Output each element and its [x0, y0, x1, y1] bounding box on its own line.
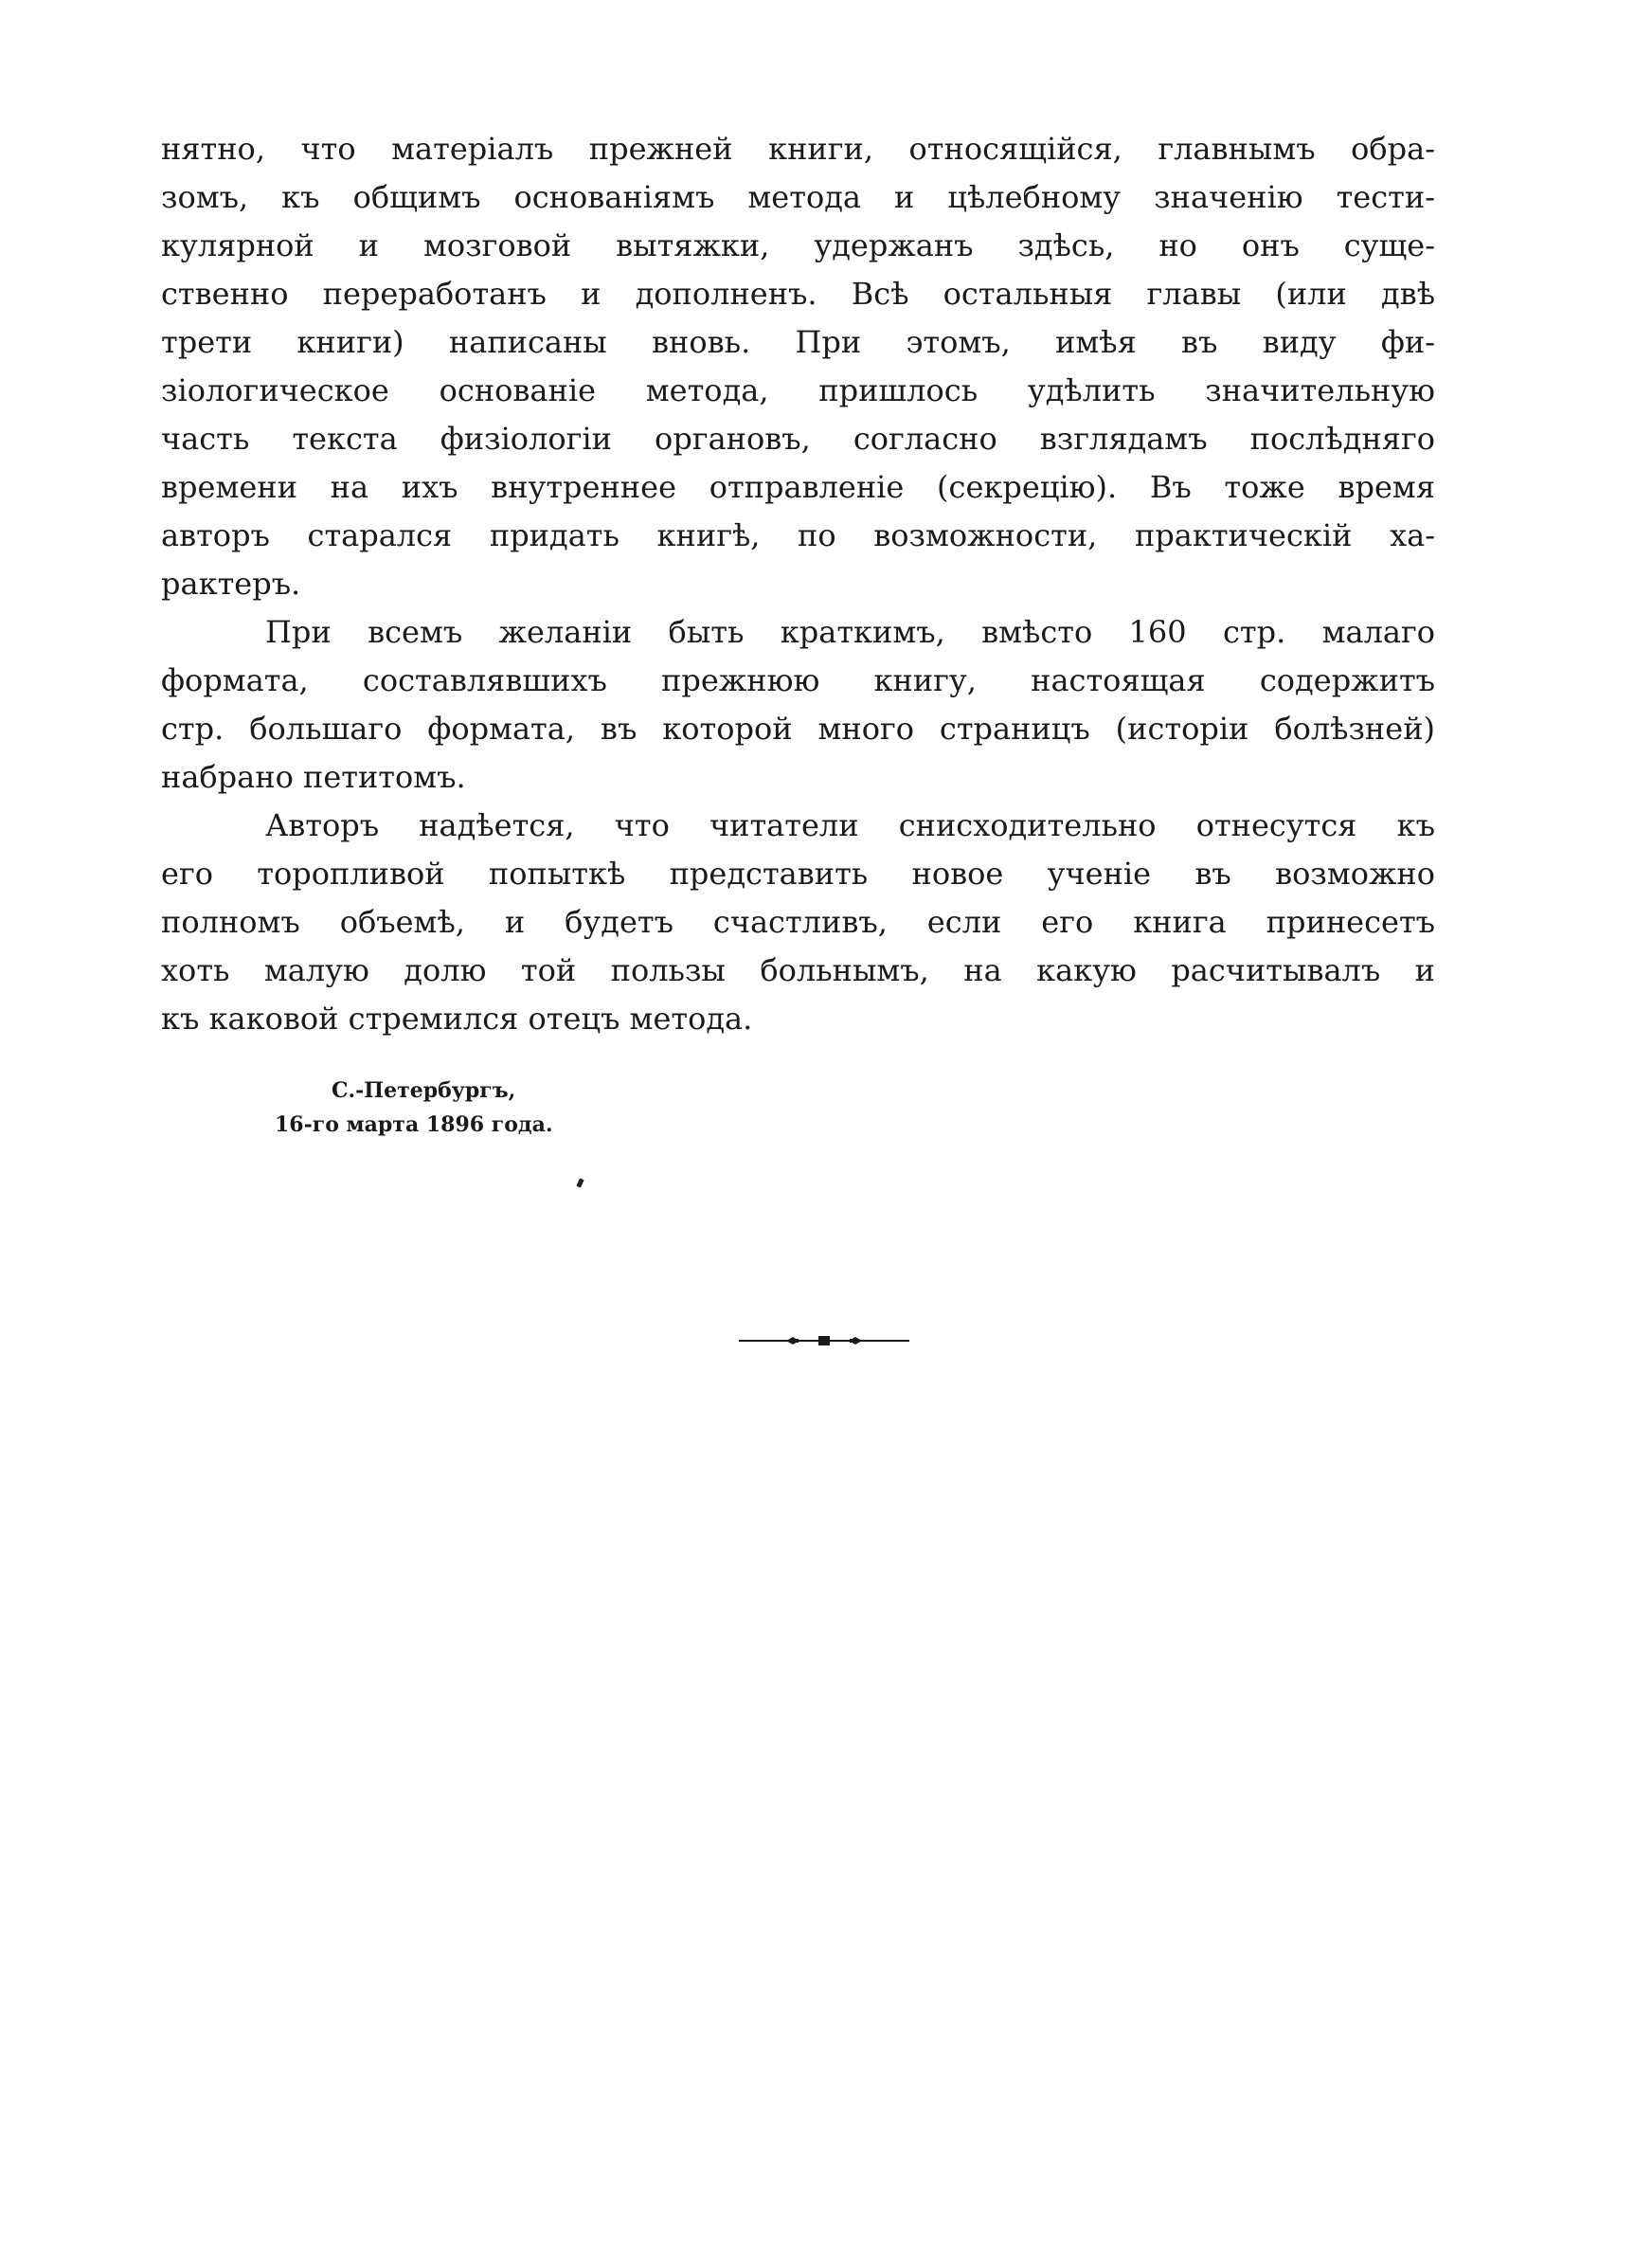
paragraph-1: [161, 125, 1435, 608]
ornament-divider-icon: [739, 1330, 909, 1351]
text-line: часть текста физіологіи органовъ, согласно взглядамъ послѣдняго: [161, 421, 1435, 457]
text-line: Авторъ надѣется, что читатели снисходительно отнесутся къ: [265, 807, 1435, 843]
text-line: полномъ объемѣ, и будетъ счастливъ, если его книга принесетъ: [161, 904, 1435, 940]
paragraph-3: [161, 802, 1435, 1043]
text-line: При всемъ желаніи быть краткимъ, вмѣсто 160 стр. малаго: [265, 614, 1435, 650]
text-line: авторъ старался придать книгѣ, по возможности, практическій ха-: [161, 517, 1435, 553]
text-line: зіологическое основаніе метода, пришлось удѣлить значительную: [161, 372, 1435, 408]
text-line: нятно, что матеріалъ прежней книги, относящійся, главнымъ обра-: [161, 131, 1435, 167]
preface-text: [161, 125, 1435, 1043]
text-line: набрано петитомъ.: [161, 759, 466, 795]
text-line: его торопливой попыткѣ представить новое ученіе въ возможно: [161, 856, 1435, 892]
signature-block: [275, 1074, 552, 1142]
paragraph-2: [161, 608, 1435, 802]
text-line: времени на ихъ внутреннее отправленіе (секрецію). Въ тоже время: [161, 469, 1435, 505]
text-line: стр. большаго формата, въ которой много страницъ (исторіи болѣзней): [161, 711, 1435, 747]
text-line: къ каковой стремился отецъ метода.: [161, 1001, 753, 1037]
signature-date: 16-го марта 1896 года.: [275, 1112, 553, 1137]
text-line: зомъ, къ общимъ основаніямъ метода и цѣлебному значенію тести-: [161, 179, 1435, 215]
ink-mark: [576, 1178, 584, 1187]
text-line: трети книги) написаны вновь. При этомъ, имѣя въ виду фи-: [161, 324, 1435, 360]
signature-city: С.-Петербургъ,: [332, 1078, 516, 1103]
text-line: кулярной и мозговой вытяжки, удержанъ здѣсь, но онъ суще-: [161, 227, 1435, 263]
text-line: хоть малую долю той пользы больнымъ, на какую расчитывалъ и: [161, 952, 1435, 988]
text-line: формата, составлявшихъ прежнюю книгу, настоящая содержитъ: [161, 662, 1435, 698]
text-line: рактеръ.: [161, 566, 301, 602]
text-line: ственно переработанъ и дополненъ. Всѣ остальныя главы (или двѣ: [161, 276, 1435, 312]
